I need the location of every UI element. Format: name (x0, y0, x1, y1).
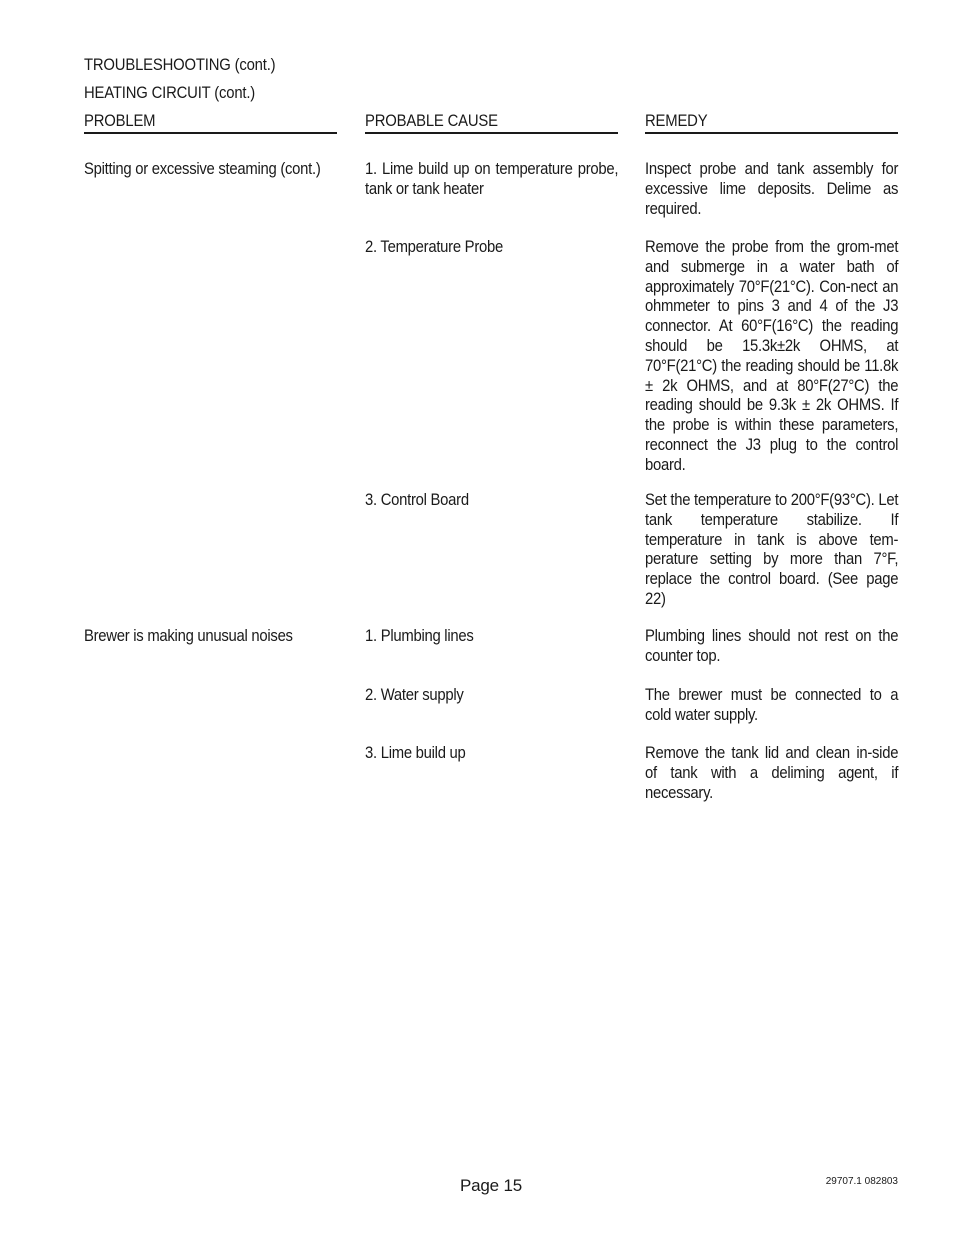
document-code: 29707.1 082803 (825, 1176, 898, 1187)
table-row-3-remedy: Set the temperature to 200°F(93°C). Let tank temperature stabilize. If temperature in tank is above tem-perature setting by more than 7°F, replace the control board. (See page 22) (645, 491, 899, 608)
section-title: TROUBLESHOOTING (cont.) (84, 56, 276, 74)
table-row-6-remedy: Remove the tank lid and clean in-side of tank with a deliming agent, if necessary. (645, 744, 899, 802)
table-row-2-remedy: Remove the probe from the grom-met and submerge in a water bath of approximately 70°F(21°C). Con-nect an ohmmeter to pins 3 and 4 of the J3 connector. At 60°F(16°C) the reading should be 15.3k±2k OHMS, at 70°F(21°C) the reading should be 11.8k ± 2k OHMS, and at 80°F(27°C) the reading should be 9.3k ± 2k OHMS. If the probe is within these parameters, reconnect the J3 plug to the control board. (645, 238, 899, 474)
column-header-problem: PROBLEM (84, 112, 156, 130)
table-row-4-cause: 1. Plumbing lines (365, 627, 474, 645)
table-row-5-cause: 2. Water supply (365, 686, 464, 704)
table-row-4-remedy: Plumbing lines should not rest on the counter top. (645, 627, 899, 665)
column-header-cause: PROBABLE CAUSE (365, 112, 498, 130)
table-row-4-problem: Brewer is making unusual noises (84, 627, 293, 645)
table-row-1-remedy: Inspect probe and tank assembly for excessive lime deposits. Delime as required. (645, 160, 899, 218)
table-row-3-cause: 3. Control Board (365, 491, 469, 509)
table-row-2-cause: 2. Temperature Probe (365, 238, 503, 256)
table-row-6-cause: 3. Lime build up (365, 744, 466, 762)
column-rule-remedy (645, 132, 898, 134)
table-row-1-cause: 1. Lime build up on temperature probe, tank or tank heater (365, 160, 619, 198)
column-rule-cause (365, 132, 618, 134)
table-row-5-remedy: The brewer must be connected to a cold water supply. (645, 686, 899, 724)
table-row-1-problem: Spitting or excessive steaming (cont.) (84, 160, 321, 178)
page-number: Page 15 (460, 1176, 522, 1195)
column-rule-problem (84, 132, 337, 134)
column-header-remedy: REMEDY (645, 112, 708, 130)
section-subtitle: HEATING CIRCUIT (cont.) (84, 84, 256, 102)
